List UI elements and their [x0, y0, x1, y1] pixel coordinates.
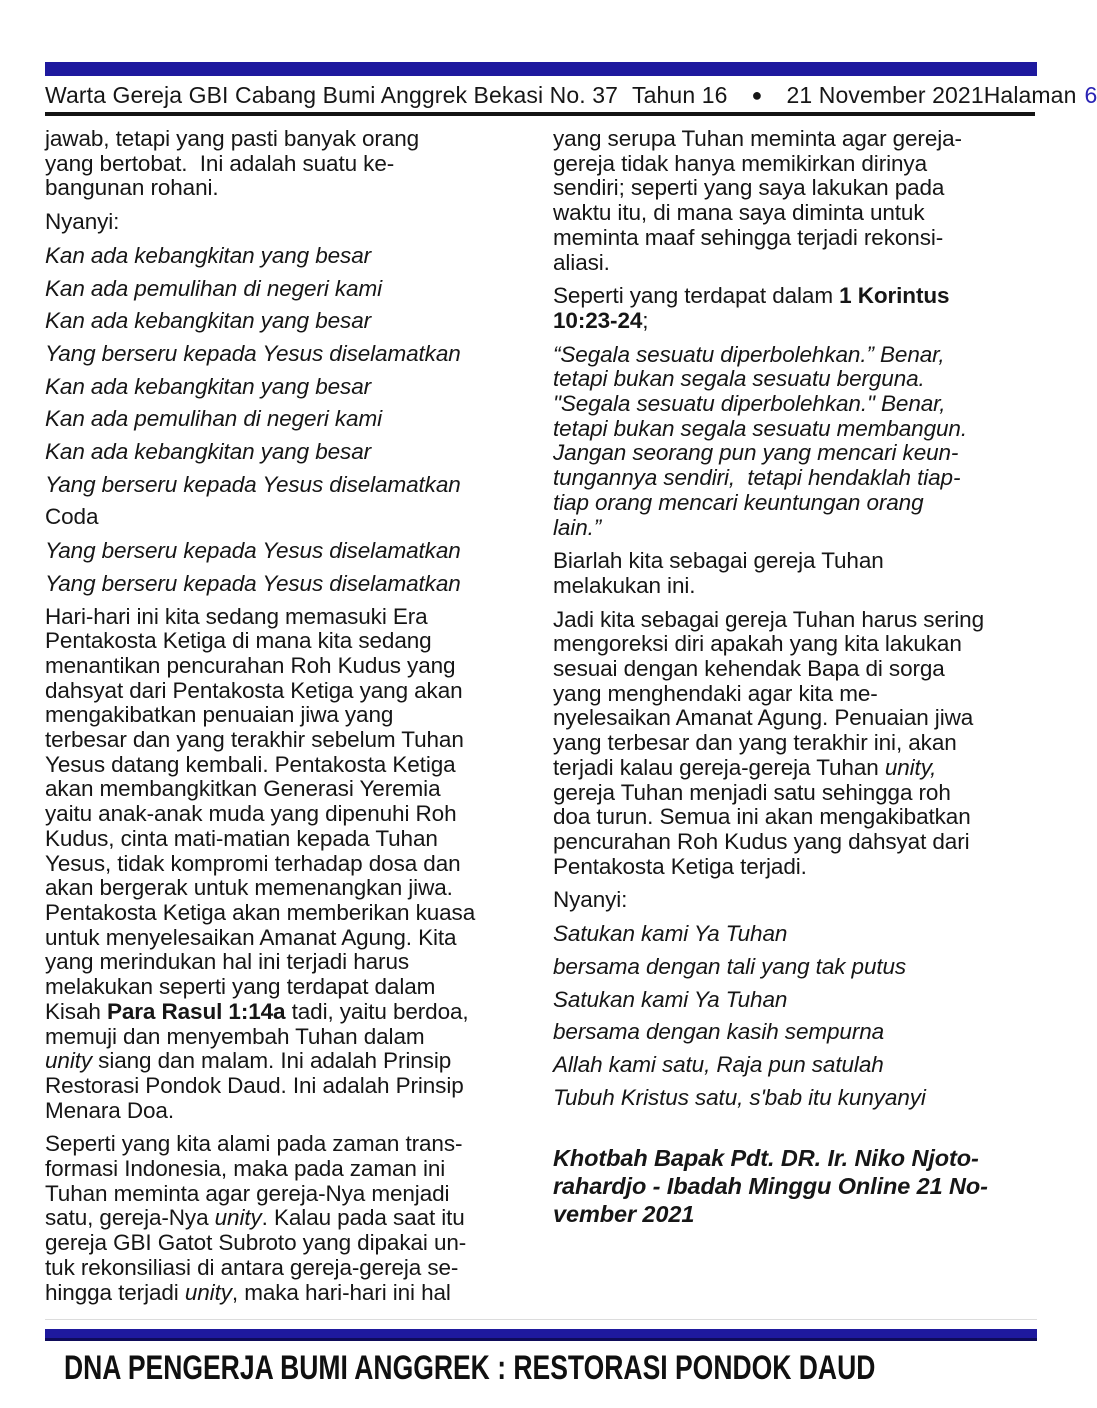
text-line — [553, 284, 1037, 309]
text-line: Yang berseru kepada Yesus diselamatkan — [45, 471, 461, 497]
section-label — [553, 888, 1037, 913]
text-line: tetapi bukan segala sesuatu berguna. — [553, 366, 925, 392]
text-line: tetapi bukan segala sesuatu membangun. — [553, 415, 967, 441]
text-line: Coda — [45, 504, 99, 530]
text-line: Yesus datang kembali. Pentakosta Ketiga — [45, 751, 456, 777]
text-line: yang bertobat. Ini adalah suatu ke- — [45, 150, 395, 176]
text-line: Pentakosta Ketiga di mana kita sedang — [45, 628, 432, 654]
text-line: tuk rekonsiliasi di antara gereja-gereja se- — [45, 1254, 459, 1280]
text-line: gereja GBI Gatot Subroto yang dipakai un- — [45, 1230, 467, 1256]
text-line: Pentakosta Ketiga terjadi. — [553, 853, 807, 879]
text-line: gereja tidak hanya memikirkan dirinya — [553, 150, 927, 176]
text-line: yaitu anak-anak muda yang dipenuhi Roh — [45, 801, 457, 827]
text-line: Kan ada kebangkitan yang besar — [45, 242, 371, 268]
text-line: tungannya sendiri, tetapi hendaklah tiap- — [553, 465, 961, 491]
song-line — [45, 375, 529, 400]
text-line: bersama dengan kasih sempurna — [553, 1019, 885, 1045]
text-line — [553, 756, 1037, 781]
song-line — [553, 1086, 1037, 1111]
text-line: Seperti yang kita alami pada zaman trans- — [45, 1131, 463, 1157]
text-line: yang terbesar dan yang terakhir ini, akan — [553, 730, 957, 756]
text-line: melakukan seperti yang terdapat dalam — [45, 974, 436, 1000]
song-line — [553, 1053, 1037, 1078]
paragraph — [45, 605, 529, 1124]
text-line: Hari-hari ini kita sedang memasuki Era — [45, 603, 428, 629]
text-line: akan membangkitkan Generasi Yeremia — [45, 776, 441, 802]
song-line — [45, 309, 529, 334]
song-line — [45, 440, 529, 465]
text-segment: hingga terjadi — [45, 1279, 185, 1305]
text-line: Pentakosta Ketiga akan memberikan kuasa — [45, 899, 476, 925]
song-line — [45, 277, 529, 302]
text-line: Khotbah Bapak Pdt. DR. Ir. Niko Njoto- — [553, 1145, 979, 1172]
text-segment: , maka hari-hari ini hal — [231, 1279, 451, 1305]
song-line — [45, 572, 529, 597]
text-segment: Seperti yang terdapat dalam — [553, 283, 840, 309]
text-line: Yang berseru kepada Yesus diselamatkan — [45, 340, 461, 366]
paragraph — [45, 127, 529, 201]
song-line — [45, 539, 529, 564]
text-segment: 1 Korintus — [839, 283, 950, 309]
text-line — [45, 1000, 529, 1025]
column-right — [553, 127, 1037, 1314]
text-line: pencurahan Roh Kudus yang dahsyat dari — [553, 828, 970, 854]
text-line: Kan ada kebangkitan yang besar — [45, 373, 371, 399]
text-segment: unity — [45, 1048, 93, 1074]
text-line: akan bergerak untuk memenangkan jiwa. — [45, 875, 453, 901]
section-label — [45, 505, 529, 530]
song-line — [45, 342, 529, 367]
header-top-bar — [45, 62, 1037, 76]
sermon-attribution — [553, 1144, 1037, 1228]
text-line: bersama dengan tali yang tak putus — [553, 953, 907, 979]
text-segment: tadi, yaitu berdoa, — [285, 998, 469, 1024]
text-line: Tubuh Kristus satu, s'bab itu kunyanyi — [553, 1084, 926, 1110]
paragraph — [553, 284, 1037, 333]
text-line: Allah kami satu, Raja pun satulah — [553, 1051, 884, 1077]
footer-bar — [45, 1329, 1037, 1341]
paragraph — [553, 549, 1037, 598]
text-segment: unity, — [884, 754, 937, 780]
text-line — [45, 1049, 529, 1074]
song-line — [553, 922, 1037, 947]
text-line: untuk menyelesaikan Amanat Agung. Kita — [45, 924, 457, 950]
text-line: doa turun. Semua ini akan mengakibatkan — [553, 804, 971, 830]
text-line: Nyanyi: — [45, 209, 120, 235]
text-line: Biarlah kita sebagai gereja Tuhan — [553, 548, 884, 574]
newsletter-edition: Tahun 16 — [632, 82, 728, 108]
text-segment: unity — [214, 1205, 262, 1231]
text-line: sesuai dengan kehendak Bapa di sorga — [553, 656, 945, 682]
newsletter-date: 21 November 2021 — [786, 82, 984, 108]
text-line: nyelesaikan Amanat Agung. Penuaian jiwa — [553, 705, 974, 731]
text-line: mengoreksi diri apakah yang kita lakukan — [553, 631, 962, 657]
text-line: Kan ada kebangkitan yang besar — [45, 439, 371, 465]
text-line: Kan ada pemulihan di negeri kami — [45, 275, 383, 301]
text-line: “Segala sesuatu diperbolehkan.” Benar, — [553, 341, 945, 367]
text-line: aliasi. — [553, 249, 610, 275]
text-line: bangunan rohani. — [45, 175, 219, 201]
paragraph — [553, 608, 1037, 880]
text-line: Kan ada kebangkitan yang besar — [45, 308, 371, 334]
text-line: Nyanyi: — [553, 887, 628, 913]
page-header — [45, 82, 1097, 109]
section-label — [45, 210, 529, 235]
text-segment: unity — [184, 1279, 232, 1305]
text-line: Yang berseru kepada Yesus diselamatkan — [45, 570, 461, 596]
song-line — [553, 988, 1037, 1013]
song-line — [45, 244, 529, 269]
text-line: sendiri; seperti yang saya lakukan pada — [553, 175, 945, 201]
text-line — [45, 1206, 529, 1231]
text-line: menantikan pencurahan Roh Kudus yang — [45, 652, 456, 678]
text-line — [45, 1281, 529, 1306]
header-rule — [45, 112, 1035, 116]
text-line: rahardjo - Ibadah Minggu Online 21 No- — [553, 1173, 988, 1200]
footer-hairline — [45, 1319, 1037, 1320]
text-line — [553, 309, 1037, 334]
header-title-group — [45, 82, 984, 109]
text-line: Satukan kami Ya Tuhan — [553, 921, 788, 947]
text-line: "Segala sesuatu diperbolehkan." Benar, — [553, 391, 946, 417]
page-number: 6 — [1084, 82, 1097, 108]
article-body — [45, 127, 1037, 1314]
newsletter-title: Warta Gereja GBI Cabang Bumi Anggrek Bekasi No. 37 — [45, 82, 619, 108]
text-line: meminta maaf sehingga terjadi rekonsi- — [553, 224, 944, 250]
text-line: Tuhan meminta agar gereja-Nya menjadi — [45, 1180, 450, 1206]
column-left — [45, 127, 529, 1314]
text-segment: Kisah — [45, 998, 107, 1024]
page-number-label: Halaman — [983, 82, 1077, 108]
text-segment: ; — [642, 307, 649, 333]
bullet-separator-icon: ● — [751, 85, 763, 105]
text-segment: Para Rasul 1:14a — [106, 998, 286, 1024]
text-line: dahsyat dari Pentakosta Ketiga yang akan — [45, 677, 463, 703]
text-line: formasi Indonesia, maka pada zaman ini — [45, 1156, 446, 1182]
text-line: Kan ada pemulihan di negeri kami — [45, 406, 383, 432]
song-line — [553, 1020, 1037, 1045]
text-segment: siang dan malam. Ini adalah Prinsip — [92, 1048, 452, 1074]
song-line — [45, 473, 529, 498]
footer-banner: DNA PENGERJA BUMI ANGGREK : RESTORASI PONDOK DAUD — [64, 1349, 876, 1387]
text-line: lain.” — [553, 514, 602, 540]
text-line: terbesar dan yang terakhir sebelum Tuhan — [45, 727, 464, 753]
text-line: yang merindukan hal ini terjadi harus — [45, 949, 410, 975]
text-line: Jangan seorang pun yang mencari keun- — [553, 440, 959, 466]
song-line — [553, 955, 1037, 980]
text-line: Menara Doa. — [45, 1097, 174, 1123]
paragraph — [553, 127, 1037, 275]
text-segment: terjadi kalau gereja-gereja Tuhan — [553, 754, 885, 780]
text-line: tiap orang mencari keuntungan orang — [553, 489, 924, 515]
text-line: memuji dan menyembah Tuhan dalam — [45, 1023, 425, 1049]
text-line: melakukan ini. — [553, 572, 696, 598]
text-line: Restorasi Pondok Daud. Ini adalah Prinsip — [45, 1072, 464, 1098]
text-line: Satukan kami Ya Tuhan — [553, 986, 788, 1012]
text-line: Yang berseru kepada Yesus diselamatkan — [45, 538, 461, 564]
text-line: jawab, tetapi yang pasti banyak orang — [45, 126, 420, 151]
page-number-group — [984, 82, 1097, 109]
text-segment: satu, gereja-Nya — [45, 1205, 215, 1231]
text-segment: 10:23-24 — [553, 307, 643, 333]
text-segment: . Kalau pada saat itu — [261, 1205, 465, 1231]
text-line: Kudus, cinta mati-matian kepada Tuhan — [45, 825, 438, 851]
scripture-quote — [553, 343, 1037, 541]
song-line — [45, 407, 529, 432]
text-line: yang serupa Tuhan meminta agar gereja- — [553, 126, 962, 151]
text-line: Jadi kita sebagai gereja Tuhan harus sering — [553, 606, 984, 632]
text-line: vember 2021 — [553, 1201, 695, 1228]
text-line: mengakibatkan penuaian jiwa yang — [45, 702, 394, 728]
text-line: gereja Tuhan menjadi satu sehingga roh — [553, 779, 951, 805]
text-line: Yesus, tidak kompromi terhadap dosa dan — [45, 850, 461, 876]
paragraph — [45, 1132, 529, 1305]
text-line: waktu itu, di mana saya diminta untuk — [553, 200, 925, 226]
text-line: yang menghendaki agar kita me- — [553, 680, 878, 706]
